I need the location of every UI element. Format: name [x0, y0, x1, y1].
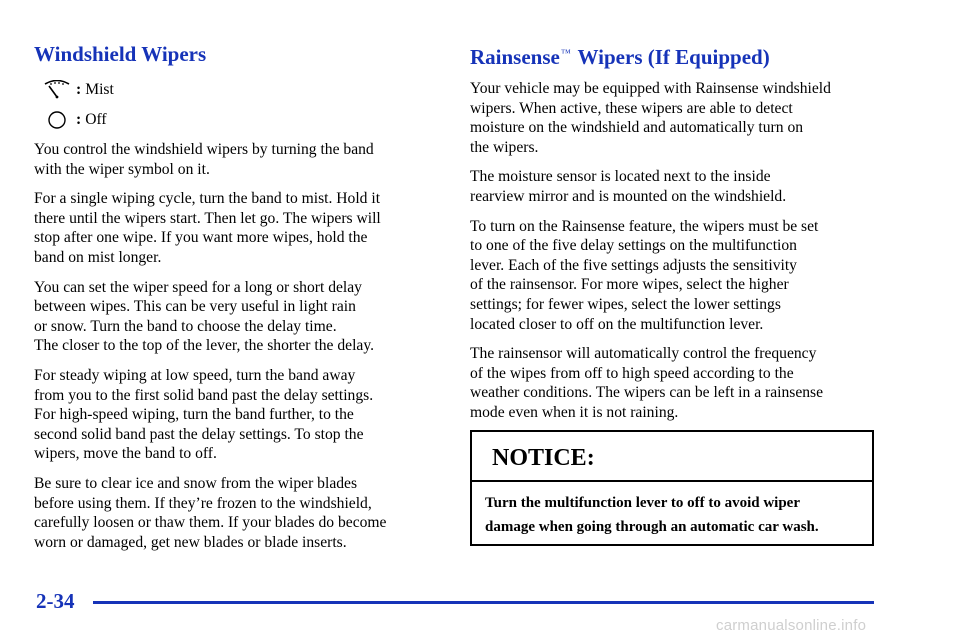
- text-line: stop after one wipe. If you want more wipes, hold the: [34, 229, 368, 247]
- text-line: there until the wipers start. Then let go. The wipers will: [34, 209, 381, 227]
- notice-title: NOTICE:: [472, 432, 872, 482]
- text-line: to one of the five delay settings on the multifunction: [470, 237, 797, 255]
- text-line: of the rainsensor. For more wipes, select the higher: [470, 276, 789, 294]
- text-line: of the wipes from off to high speed according to the: [470, 364, 794, 382]
- text-line: mode even when it is not raining.: [470, 403, 679, 421]
- text-line: For a single wiping cycle, turn the band to mist. Hold it: [34, 190, 381, 208]
- watermark: carmanualsonline.info: [716, 617, 867, 634]
- trademark-symbol: ™: [560, 48, 571, 59]
- footer-divider: [93, 601, 874, 604]
- text-line: worn or damaged, get new blades or blade inserts.: [34, 533, 347, 551]
- paragraph-ice-snow: [34, 474, 444, 552]
- text-line: settings; for fewer wipes, select the lower settings: [470, 295, 781, 313]
- section-heading-windshield-wipers: Windshield Wipers: [34, 42, 207, 66]
- text-line: Your vehicle may be equipped with Rainsense windshield: [470, 80, 831, 97]
- paragraph-rainsense-intro: [470, 79, 880, 157]
- heading-rainsense-word: Rainsense: [470, 45, 560, 69]
- text-line: or snow. Turn the band to choose the delay time.: [34, 317, 337, 335]
- text-line: between wipes. This can be very useful in light rain: [34, 298, 356, 316]
- text-line: For high-speed wiping, turn the band further, to the: [34, 406, 354, 424]
- text-line: wipers. When active, these wipers are able to detect: [470, 99, 793, 117]
- off-setting-row: [40, 108, 444, 132]
- text-line: moisture on the windshield and automatically turn on: [470, 119, 804, 137]
- mist-colon: :: [76, 81, 82, 98]
- paragraph-sensor-location: [470, 167, 880, 206]
- text-line: from you to the first solid band past the delay settings.: [34, 386, 374, 404]
- text-line: carefully loosen or thaw them. If your blades do become: [34, 514, 387, 532]
- text-line: The closer to the top of the lever, the shorter the delay.: [34, 337, 375, 355]
- mist-setting-row: [40, 78, 444, 102]
- paragraph-steady: [34, 366, 444, 464]
- heading-rest: Wipers (If Equipped): [577, 45, 770, 69]
- text-line: second solid band past the delay settings. To stop the: [34, 425, 364, 443]
- text-line: For steady wiping at low speed, turn the band away: [34, 366, 356, 384]
- text-line: lever. Each of the five settings adjusts the sensitivity: [470, 256, 797, 274]
- text-line: with the wiper symbol on it.: [34, 160, 210, 178]
- left-column: [34, 40, 444, 552]
- paragraph-delay: [34, 278, 444, 356]
- right-column: [470, 40, 880, 423]
- off-colon: :: [76, 111, 82, 128]
- paragraph-single-cycle: [34, 189, 444, 267]
- circle-off-icon: [40, 109, 74, 131]
- off-label: Off: [85, 111, 107, 128]
- text-line: You control the windshield wipers by turning the band: [34, 141, 374, 158]
- text-line: the wipers.: [470, 138, 539, 156]
- text-line: weather conditions. The wipers can be left in a rainsense: [470, 384, 824, 402]
- notice-line: Turn the multifunction lever to off to avoid wiper: [485, 495, 800, 511]
- wiper-mist-icon: [40, 79, 74, 101]
- paragraph-control: [34, 140, 444, 179]
- text-line: You can set the wiper speed for a long or short delay: [34, 278, 362, 296]
- page-number: 2-34: [36, 589, 75, 613]
- paragraph-automatic-control: [470, 344, 880, 422]
- text-line: band on mist longer.: [34, 248, 162, 266]
- section-heading-rainsense: [470, 40, 880, 71]
- text-line: To turn on the Rainsense feature, the wipers must be set: [470, 217, 819, 235]
- text-line: The rainsensor will automatically control the frequency: [470, 345, 817, 363]
- text-line: wipers, move the band to off.: [34, 445, 217, 463]
- text-line: rearview mirror and is mounted on the windshield.: [470, 187, 787, 205]
- text-line: Be sure to clear ice and snow from the wiper blades: [34, 474, 358, 492]
- paragraph-turn-on: [470, 217, 880, 335]
- text-line: before using them. If they’re frozen to the windshield,: [34, 494, 372, 512]
- notice-box: [470, 430, 874, 546]
- text-line: located closer to off on the multifunction lever.: [470, 315, 764, 333]
- text-line: The moisture sensor is located next to the inside: [470, 168, 771, 186]
- notice-body: [472, 482, 872, 539]
- mist-label: Mist: [85, 81, 114, 98]
- notice-line: damage when going through an automatic car wash.: [485, 519, 819, 535]
